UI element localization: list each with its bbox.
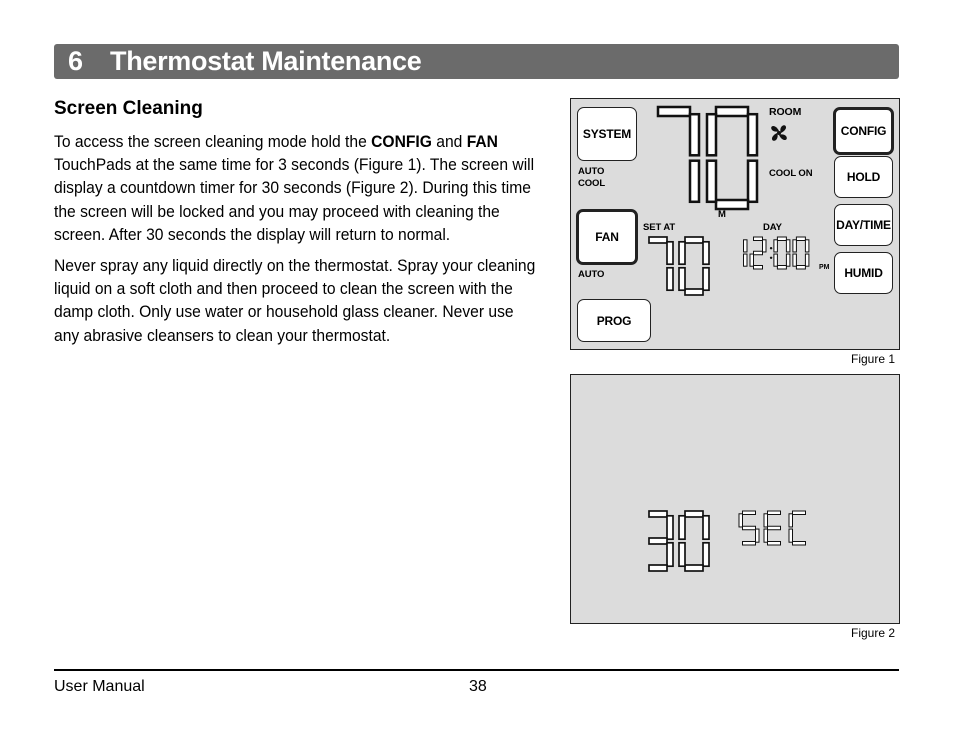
sec-unit-char — [789, 511, 806, 545]
figure-1-thermostat-display — [570, 98, 900, 350]
p1-rest: TouchPads at the same time for 3 seconds (Figure 1). The screen will display a countdown timer for 30 seconds (Figure 2). During this time the screen will be locked and you may proceed with cleaning the screen. After 30 seconds the display will return to normal. — [54, 156, 535, 244]
p1-config-keyword: CONFIG — [371, 133, 432, 151]
figure-2-countdown-display — [570, 374, 900, 624]
clock-char — [744, 240, 748, 266]
chapter-header-bar — [54, 44, 899, 79]
clock-readout — [731, 237, 821, 273]
sec-unit-char — [739, 511, 759, 545]
p1-lead: To access the screen cleaning mode hold the — [54, 133, 372, 151]
system-touchpad[interactable]: SYSTEM — [577, 107, 637, 161]
room-temp-char — [707, 107, 757, 209]
fan-touchpad[interactable]: FAN — [576, 209, 638, 265]
prog-touchpad[interactable]: PROG — [577, 299, 651, 342]
section-title: Screen Cleaning — [54, 98, 203, 119]
system-mode-label-line2: COOL — [578, 178, 606, 189]
system-mode-label-line1: AUTO — [578, 166, 605, 177]
clock-char — [793, 237, 809, 269]
hold-touchpad[interactable]: HOLD — [834, 156, 893, 198]
countdown-readout — [643, 511, 715, 571]
fan-icon — [769, 123, 789, 143]
humid-touchpad[interactable]: HUMID — [834, 252, 893, 294]
p1-fan-keyword: FAN — [466, 133, 498, 151]
set-temp-char — [649, 237, 673, 290]
chapter-title: Thermostat Maintenance — [110, 46, 422, 76]
footer-divider — [54, 669, 899, 671]
set-temp-char — [679, 237, 709, 295]
sec-unit-readout — [739, 511, 817, 545]
pm-label: PM — [819, 264, 830, 271]
day-time-touchpad[interactable]: DAY/TIME — [834, 204, 893, 246]
room-temp-char — [658, 107, 699, 202]
figure-1-caption: Figure 1 — [851, 352, 896, 366]
countdown-char — [679, 511, 709, 571]
sec-unit-char — [764, 511, 781, 545]
chapter-number: 6 — [68, 46, 84, 76]
paragraph-cleaning-warning: Never spray any liquid directly on the thermostat. Spray your cleaning liquid on a soft cloth and then proceed to clean the screen with the damp cloth. Only use water or household glass cleaner. Never use any abrasive cleansers to clean your thermostat. — [54, 257, 536, 345]
page-number: 38 — [469, 678, 487, 695]
m-label: M — [718, 209, 726, 220]
clock-char — [774, 237, 790, 269]
p1-mid: and — [431, 133, 467, 151]
footer-manual-label: User Manual — [54, 678, 145, 695]
set-temperature-readout — [643, 237, 717, 295]
config-touchpad[interactable]: CONFIG — [833, 107, 894, 155]
room-temperature-readout — [649, 107, 767, 209]
room-label: ROOM — [769, 106, 802, 118]
figure-2-caption: Figure 2 — [851, 626, 896, 640]
set-at-label: SET AT — [643, 222, 676, 233]
paragraph-access-cleaning-mode — [54, 131, 539, 247]
cool-on-label: COOL ON — [769, 168, 813, 179]
day-label: DAY — [763, 222, 782, 233]
countdown-char — [649, 511, 673, 571]
clock-char — [750, 237, 766, 269]
fan-mode-label: AUTO — [578, 269, 605, 280]
